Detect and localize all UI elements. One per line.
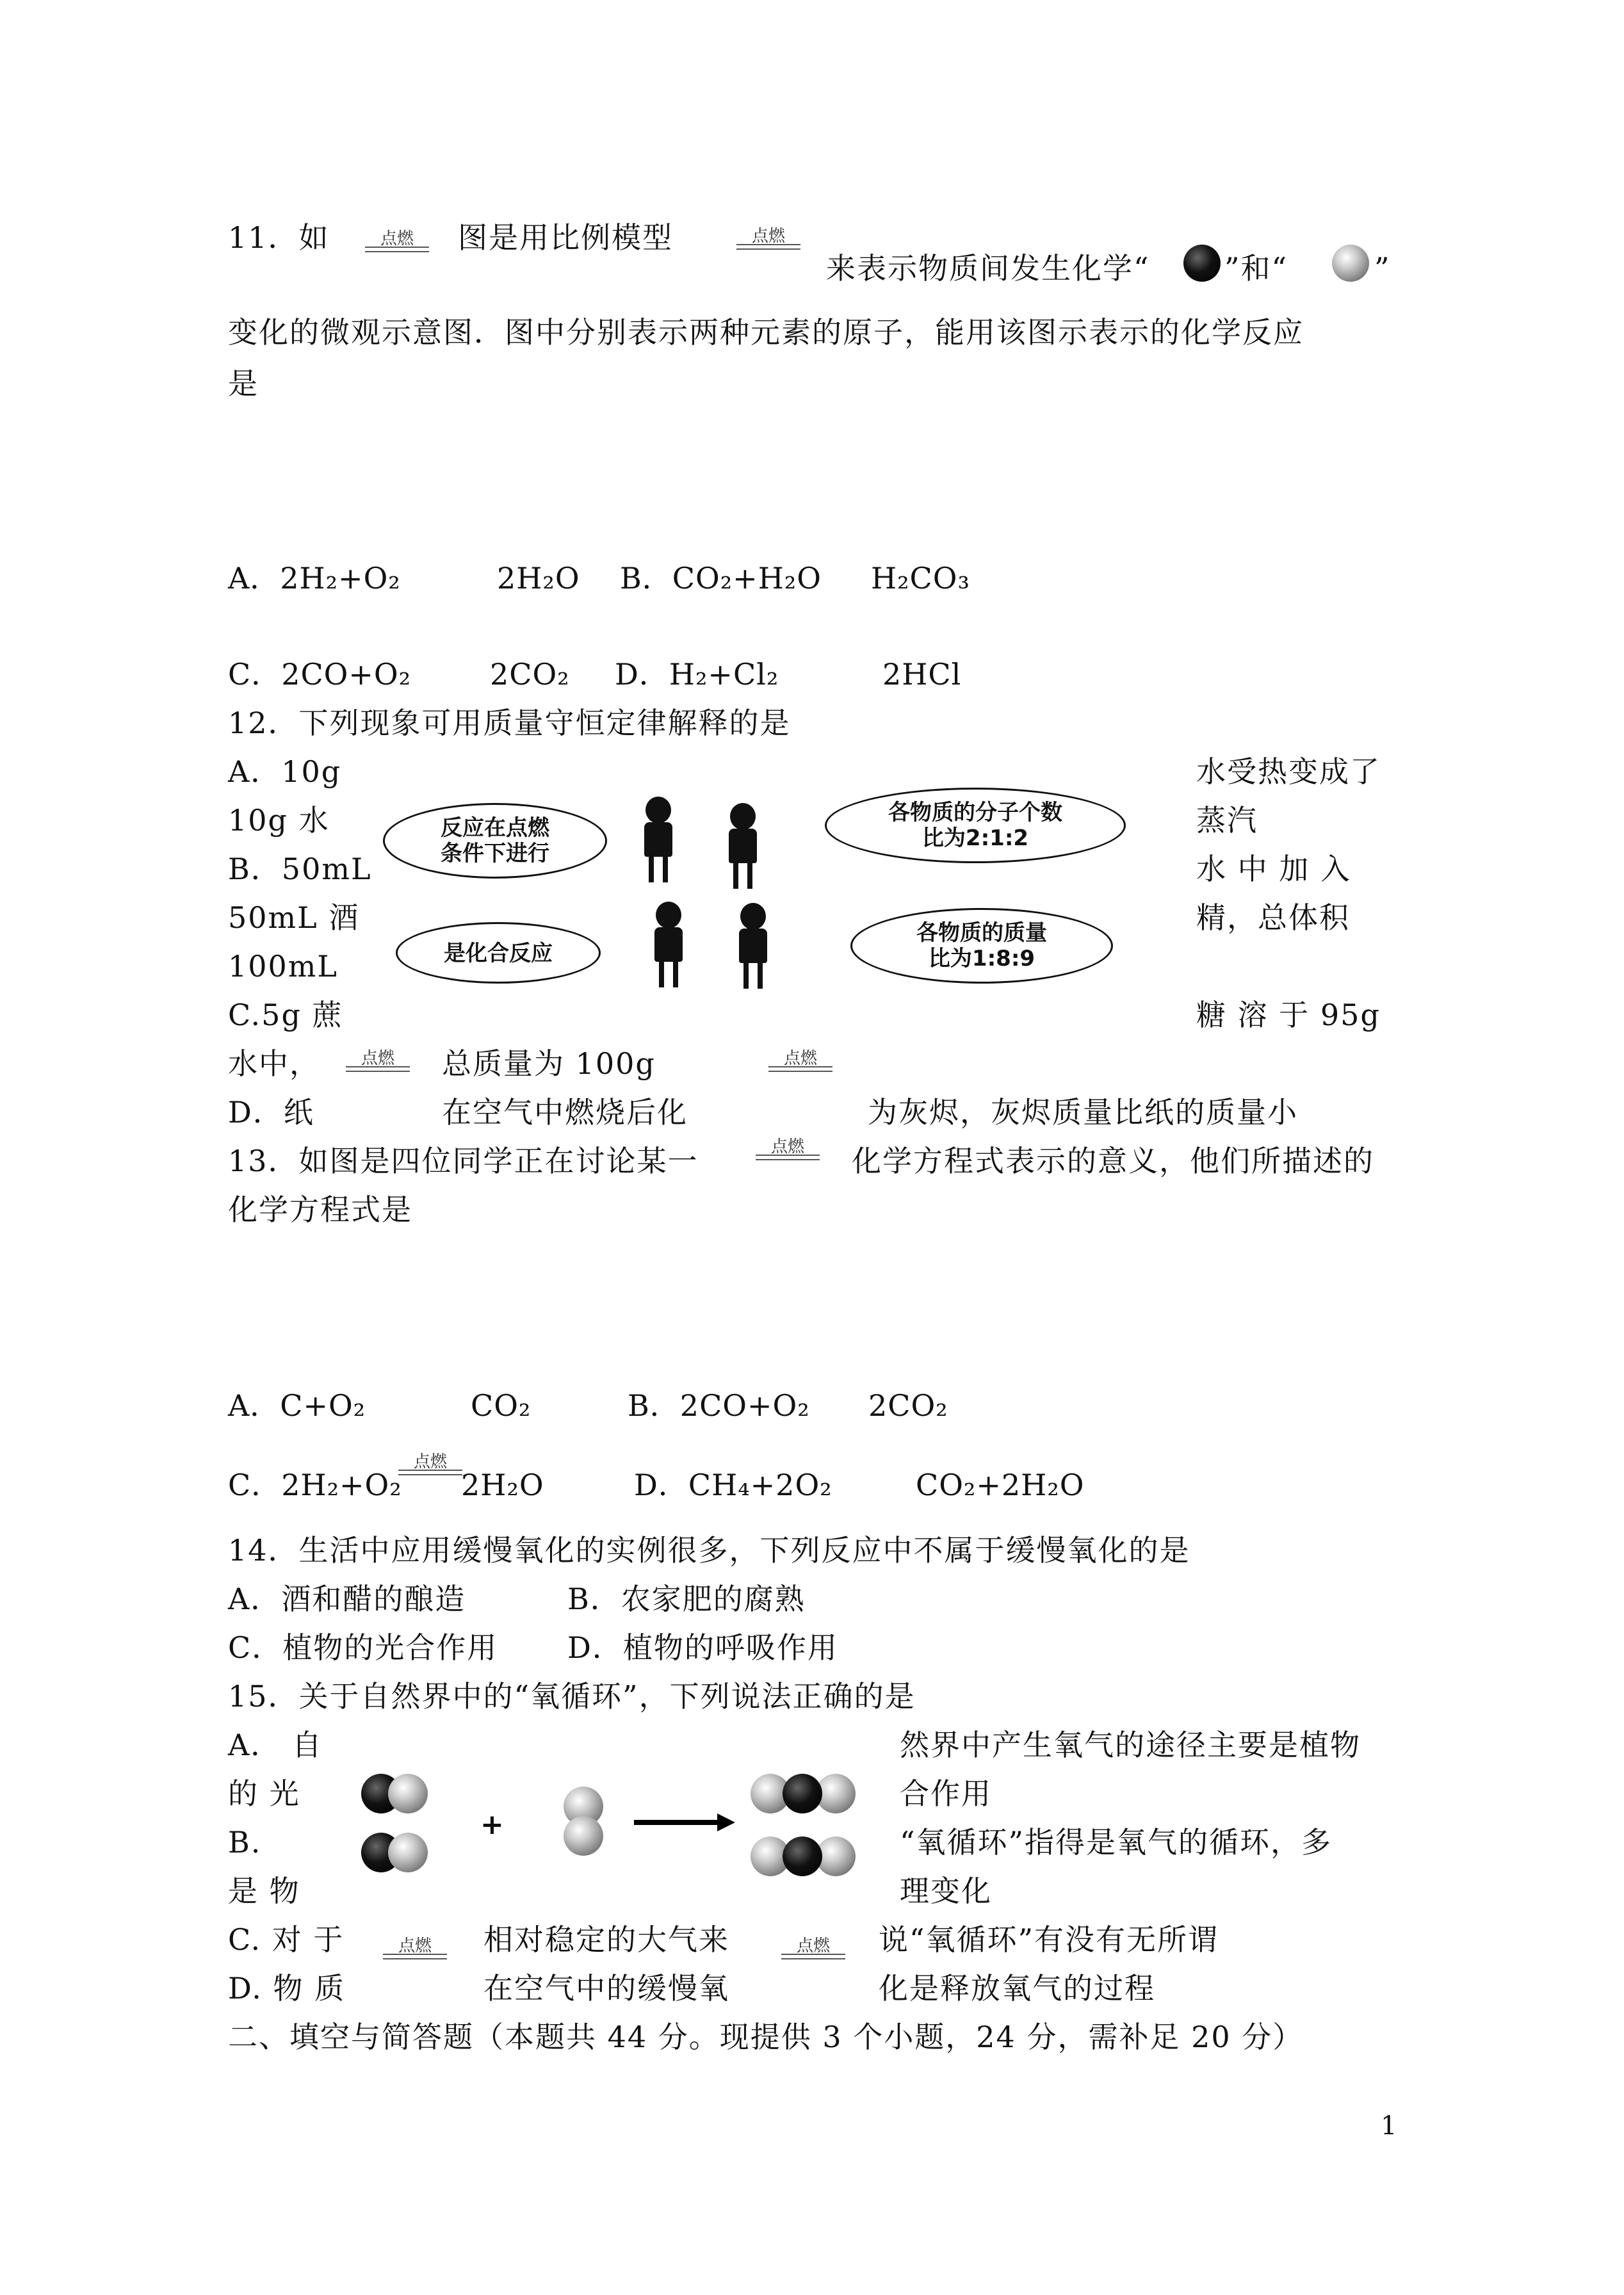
condition-mark: 点燃 xyxy=(383,1933,447,1959)
gray-atom-icon xyxy=(564,1816,603,1856)
q14-option-b: B．农家肥的腐熟 xyxy=(567,1582,806,1616)
gray-atom-icon xyxy=(388,1833,428,1872)
q15-d-right: 化是释放氧气的过程 xyxy=(879,1971,1155,2006)
q13-option-d: D．CH₄+2O₂ xyxy=(634,1468,832,1502)
q13-option-a: A．C+O₂ xyxy=(228,1388,366,1423)
q11-option-a: A．2H₂+O₂ xyxy=(228,561,401,596)
q15-stem: 15．关于自然界中的“氧循环”，下列说法正确的是 xyxy=(228,1679,916,1714)
black-atom-icon xyxy=(1183,245,1221,282)
q14-option-a: A．酒和醋的酿造 xyxy=(228,1582,466,1616)
arrow-icon xyxy=(634,1820,724,1825)
q15-b-left-2: 是 物 xyxy=(228,1874,300,1908)
q15-a-right: 然界中产生氧气的途径主要是植物 xyxy=(900,1728,1361,1762)
q11-option-c-product: 2CO₂ xyxy=(490,657,570,692)
q15-a-left: A． 自 xyxy=(228,1728,323,1762)
condition-mark: 点燃 xyxy=(365,225,429,252)
q14-option-c: C．植物的光合作用 xyxy=(228,1630,498,1665)
q11-text-5: ” xyxy=(1374,251,1391,286)
q12-b-left: B．50mL xyxy=(228,852,372,886)
molecule-reaction-figure xyxy=(359,1755,884,1902)
bubble-combination: 是化合反应 xyxy=(396,922,601,984)
condition-mark: 点燃 xyxy=(346,1045,410,1072)
q13-stem-a: 13．如图是四位同学正在讨论某一 xyxy=(228,1144,699,1178)
q15-b-right: “氧循环”指得是氧气的循环，多 xyxy=(900,1825,1333,1860)
bubble-molecule-ratio: 各物质的分子个数 比为2:1:2 xyxy=(825,788,1126,863)
q12-a-right: 水受热变成了 xyxy=(1196,754,1381,789)
q13-option-a-product: CO₂ xyxy=(471,1388,532,1423)
q13-option-b-product: 2CO₂ xyxy=(868,1388,948,1423)
q12-b-left-2: 50mL 酒 xyxy=(228,900,360,935)
condition-mark: 点燃 xyxy=(736,223,800,250)
q11-option-c: C．2CO+O₂ xyxy=(228,657,412,692)
q15-a-left-2: 的 光 xyxy=(228,1776,300,1811)
q13-option-c-product: 2H₂O xyxy=(461,1468,544,1502)
q15-b-right-2: 理变化 xyxy=(900,1874,992,1908)
q12-c-right: 糖 溶 于 95g xyxy=(1196,998,1381,1032)
q13-stem-2: 化学方程式是 xyxy=(228,1192,412,1227)
q12-a-right-2: 蒸汽 xyxy=(1196,803,1258,838)
q11-text-2: 图是用比例模型 xyxy=(458,220,673,255)
page-number: 1 xyxy=(1381,2111,1399,2141)
q12-b-right-2: 精，总体积 xyxy=(1196,900,1350,935)
q11-option-d: D．H₂+Cl₂ xyxy=(615,657,779,692)
q15-b-left: B. xyxy=(228,1825,262,1860)
q11-text-3: 来表示物质间发生化学“ xyxy=(826,251,1150,286)
q11-option-b-product: H₂CO₃ xyxy=(871,561,970,596)
plus-icon: + xyxy=(480,1808,504,1841)
q15-c-left: C. 对 于 xyxy=(228,1922,345,1957)
q12-c-mid: 总质量为 100g xyxy=(442,1046,656,1081)
q12-c-left: C.5g 蔗 xyxy=(228,998,343,1032)
section-heading: 二、填空与简答题（本题共 44 分。现提供 3 个小题，24 分，需补足 20 分） xyxy=(228,2020,1304,2054)
q11-text-line3: 是 xyxy=(228,366,259,401)
bubble-mass-ratio: 各物质的质量 比为1:8:9 xyxy=(850,908,1113,984)
q14-stem: 14．生活中应用缓慢氧化的实例很多，下列反应中不属于缓慢氧化的是 xyxy=(228,1533,1190,1568)
q11-text-line2: 变化的微观示意图．图中分别表示两种元素的原子，能用该图示表示的化学反应 xyxy=(228,315,1304,350)
bubble-condition: 反应在点燃 条件下进行 xyxy=(383,803,607,879)
q13-option-d-product: CO₂+2H₂O xyxy=(916,1468,1085,1502)
q13-stem-b: 化学方程式表示的意义，他们所描述的 xyxy=(852,1144,1374,1178)
q12-d-right: 为灰烬，灰烬质量比纸的质量小 xyxy=(868,1095,1298,1130)
q11-option-b: B．CO₂+H₂O xyxy=(620,561,822,596)
q12-d-left: D．纸 xyxy=(228,1095,314,1130)
gray-atom-icon xyxy=(388,1774,428,1813)
q15-d-left: D. 物 质 xyxy=(228,1971,346,2006)
condition-mark: 点燃 xyxy=(756,1133,820,1160)
q12-a-left-2: 10g 水 xyxy=(228,803,330,838)
q15-d-mid: 在空气中的缓慢氧 xyxy=(483,1971,729,2006)
q11-option-a-product: 2H₂O xyxy=(497,561,580,596)
black-atom-icon xyxy=(783,1774,822,1813)
q12-a-left: A．10g xyxy=(228,754,342,789)
gray-atom-icon xyxy=(1332,245,1369,282)
q11-option-d-product: 2HCl xyxy=(882,657,962,692)
arrow-head-icon xyxy=(717,1813,735,1831)
q13-option-c: C．2H₂+O₂ xyxy=(228,1468,402,1502)
q12-b-right: 水 中 加 入 xyxy=(1196,852,1351,886)
condition-mark: 点燃 xyxy=(398,1448,462,1475)
q13-option-b: B．2CO+O₂ xyxy=(628,1388,810,1423)
q15-a-right-2: 合作用 xyxy=(900,1776,992,1811)
q12-c-left-2: 水中， xyxy=(228,1046,320,1081)
condition-mark: 点燃 xyxy=(768,1045,832,1072)
q11-text-4: ”和“ xyxy=(1224,251,1288,286)
q12-d-mid: 在空气中燃烧后化 xyxy=(442,1095,688,1130)
q15-c-right: 说“氧循环”有没有无所谓 xyxy=(879,1922,1219,1957)
q12-b-left-3: 100mL xyxy=(228,949,338,984)
condition-mark: 点燃 xyxy=(781,1933,845,1959)
q11-text-1: 11．如 xyxy=(228,220,330,255)
q14-option-d: D．植物的呼吸作用 xyxy=(567,1630,838,1665)
discussion-figure xyxy=(383,784,1132,1002)
q12-stem: 12．下列现象可用质量守恒定律解释的是 xyxy=(228,706,791,740)
q15-c-mid: 相对稳定的大气来 xyxy=(483,1922,729,1957)
black-atom-icon xyxy=(783,1837,822,1876)
